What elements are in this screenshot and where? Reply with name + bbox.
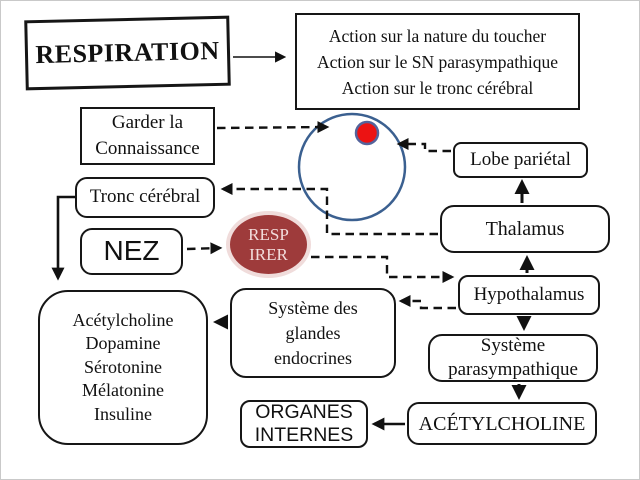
garder-line: Connaissance: [95, 138, 200, 159]
ellipse-respirer: [226, 211, 311, 278]
hypothalamus-label: Hypothalamus: [473, 283, 585, 305]
glandes-line: glandes: [285, 322, 341, 343]
box-hypothalamus: [458, 275, 600, 315]
box-systeme-parasympathique: [428, 334, 598, 382]
parasympathique-line: parasympathique: [448, 359, 578, 380]
dashed-respirer-to-hypothalamus: [311, 257, 452, 277]
thalamus-label: Thalamus: [485, 218, 565, 240]
box-thalamus: [440, 205, 610, 253]
stimulus-dot: [356, 122, 378, 144]
arrow-tronc-to-neurotransmetteurs: [58, 197, 76, 278]
box-organes-internes: [240, 400, 368, 448]
box-neurotransmetteurs: [38, 290, 208, 445]
actions-line: Action sur le tronc cérébral: [341, 77, 534, 98]
glandes-line: endocrines: [274, 347, 352, 368]
neuro-line: Insuline: [94, 403, 152, 424]
neuro-line: Acétylcholine: [72, 309, 174, 330]
organes-line: INTERNES: [254, 424, 354, 446]
dashed-hypothalamus-to-glandes: [401, 301, 456, 308]
box-garder-la-connaissance: [80, 107, 215, 165]
box-lobe-parietal: [453, 142, 588, 178]
respirer-line: RESP: [248, 225, 289, 245]
tronc-label: Tronc cérébral: [89, 186, 201, 208]
respiration-label: RESPIRATION: [35, 36, 220, 70]
box-tronc-cerebral: [75, 177, 215, 218]
box-acetylcholine: [407, 402, 597, 445]
acetylcholine-label: ACÉTYLCHOLINE: [418, 412, 586, 435]
dashed-lobe-to-dot: [399, 144, 451, 151]
box-respiration: [24, 16, 231, 91]
box-systeme-glandes-endocrines: [230, 288, 396, 378]
dashed-nez-to-respirer: [187, 248, 220, 249]
respirer-line: IRER: [249, 244, 288, 264]
garder-line: Garder la: [111, 112, 184, 133]
actions-line: Action sur le SN parasympathique: [316, 51, 559, 72]
lobe-label: Lobe pariétal: [470, 148, 571, 170]
neuro-line: Mélatonine: [82, 380, 164, 401]
box-nez: [80, 228, 183, 275]
head-circle: [299, 114, 405, 220]
glandes-line: Système des: [268, 297, 358, 318]
parasympathique-line: Système: [480, 335, 546, 356]
dashed-garder-to-head: [217, 127, 327, 128]
organes-line: ORGANES: [255, 401, 353, 423]
nez-label: NEZ: [103, 235, 160, 267]
actions-line: Action sur la nature du toucher: [328, 25, 547, 46]
neuro-line: Dopamine: [85, 333, 161, 354]
neuro-line: Sérotonine: [84, 356, 162, 377]
box-actions: [295, 13, 580, 110]
